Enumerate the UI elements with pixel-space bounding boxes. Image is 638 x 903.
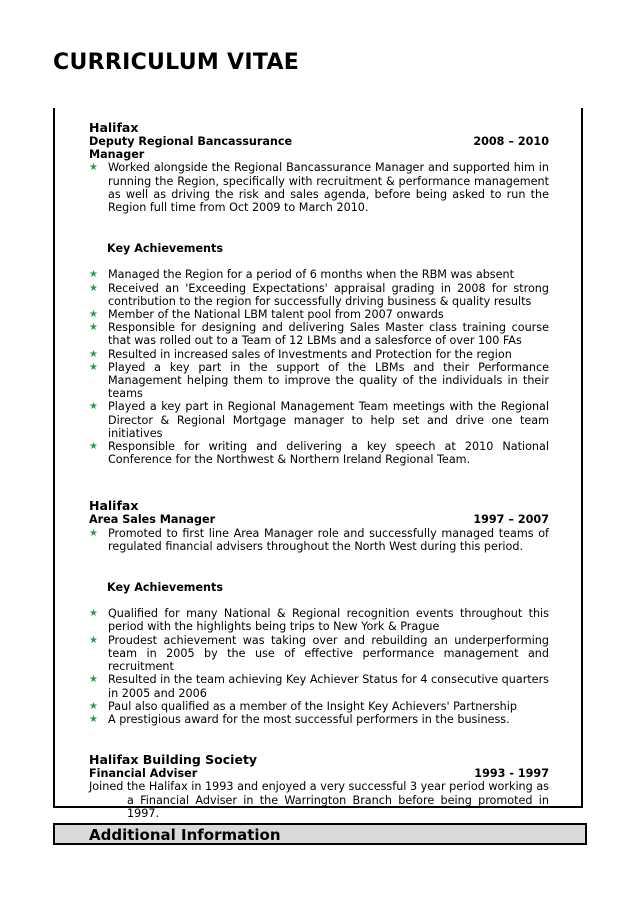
list-item: ★ Resulted in the team achieving Key Achiever Status for 4 consecutive quarters in 2005 and 2006 (89, 673, 549, 700)
summary-list (89, 161, 549, 214)
star-icon: ★ (89, 441, 98, 453)
company-name: Halifax (89, 120, 139, 135)
star-icon: ★ (89, 361, 98, 373)
star-icon: ★ (89, 322, 98, 334)
list-item: ★ Worked alongside the Regional Bancassurance Manager and supported him in running the Region, specifically with recruitment & performance management as well as driving the risk and sales agenda, before being asked to run the Region full time from Oct 2009 to March 2010. (89, 161, 549, 215)
star-icon: ★ (89, 713, 98, 725)
star-icon: ★ (89, 700, 98, 712)
star-icon: ★ (89, 282, 98, 294)
list-item: ★ Paul also qualified as a member of the Insight Key Achievers' Partnership (89, 699, 517, 713)
list-item: ★ Responsible for writing and delivering a key speech at 2010 National Conference for the Northwest & Northern Ireland Regional Team. (89, 440, 549, 467)
experience-content (89, 120, 549, 820)
star-icon: ★ (89, 401, 98, 413)
company-name: Halifax (89, 498, 139, 514)
list-item: ★ Played a key part in the support of the LBMs and their Performance Management helping them to improve the quality of the individuals in their teams (89, 360, 549, 401)
star-icon: ★ (89, 348, 98, 360)
job-entry (89, 752, 549, 820)
star-icon: ★ (89, 309, 98, 321)
role-title: Area Sales Manager (89, 513, 216, 527)
additional-information-band (53, 823, 587, 845)
role-dates: 2008 – 2010 (473, 135, 549, 148)
job-entry (89, 498, 549, 726)
list-item: ★ Proudest achievement was taking over and rebuilding an underperforming team in 2005 by the use of effective performance management and recruitment (89, 633, 549, 674)
job-entry (89, 120, 549, 466)
company-name: Halifax Building Society (89, 752, 258, 768)
section-heading: Additional Information (89, 826, 281, 844)
role-row (89, 767, 549, 780)
star-icon: ★ (89, 527, 98, 539)
job-description: Joined the Halifax in 1993 and enjoyed a very successful 3 year period working as a Financial Adviser in the Warrington Branch before being promoted in 1997. (89, 780, 549, 820)
role-dates: 1997 – 2007 (473, 513, 549, 527)
list-item: ★ Resulted in increased sales of Investments and Protection for the region (89, 347, 512, 361)
achievements-heading: Key Achievements (107, 581, 224, 595)
list-item: ★ Received an 'Exceeding Expectations' appraisal grading in 2008 for strong contribution to the region for successfully driving business & quality results (89, 281, 549, 308)
star-icon: ★ (89, 162, 98, 174)
role-row (89, 135, 549, 161)
achievements-list (89, 268, 549, 466)
summary-list (89, 527, 549, 553)
role-title: Deputy Regional Bancassurance Manager (89, 135, 293, 162)
list-item: ★ Member of the National LBM talent pool from 2007 onwards (89, 308, 444, 322)
list-item: ★ Played a key part in Regional Management Team meetings with the Regional Director & Regional Mortgage manager to help set and drive one team initiatives (89, 400, 549, 440)
role-title: Financial Adviser (89, 767, 198, 781)
role-row (89, 513, 549, 526)
star-icon: ★ (89, 269, 98, 281)
achievements-list (89, 607, 549, 726)
list-item: ★ Responsible for designing and delivering Sales Master class training course that was rolled out to a Team of 12 LBMs and a salesforce of over 100 FAs (89, 321, 549, 348)
role-dates: 1993 - 1997 (474, 767, 549, 781)
document-title: CURRICULUM VITAE (53, 50, 300, 75)
star-icon: ★ (89, 634, 98, 646)
list-item: ★ Promoted to first line Area Manager role and successfully managed teams of regulated financial advisers throughout the North West during this period. (89, 526, 549, 553)
list-item: ★ Qualified for many National & Regional recognition events throughout this period with the highlights being trips to New York & Prague (89, 607, 549, 634)
star-icon: ★ (89, 608, 98, 620)
list-item: ★ A prestigious award for the most successful performers in the business. (89, 712, 510, 726)
achievements-heading: Key Achievements (107, 242, 224, 256)
star-icon: ★ (89, 674, 98, 686)
list-item: ★ Managed the Region for a period of 6 months when the RBM was absent (89, 268, 514, 282)
